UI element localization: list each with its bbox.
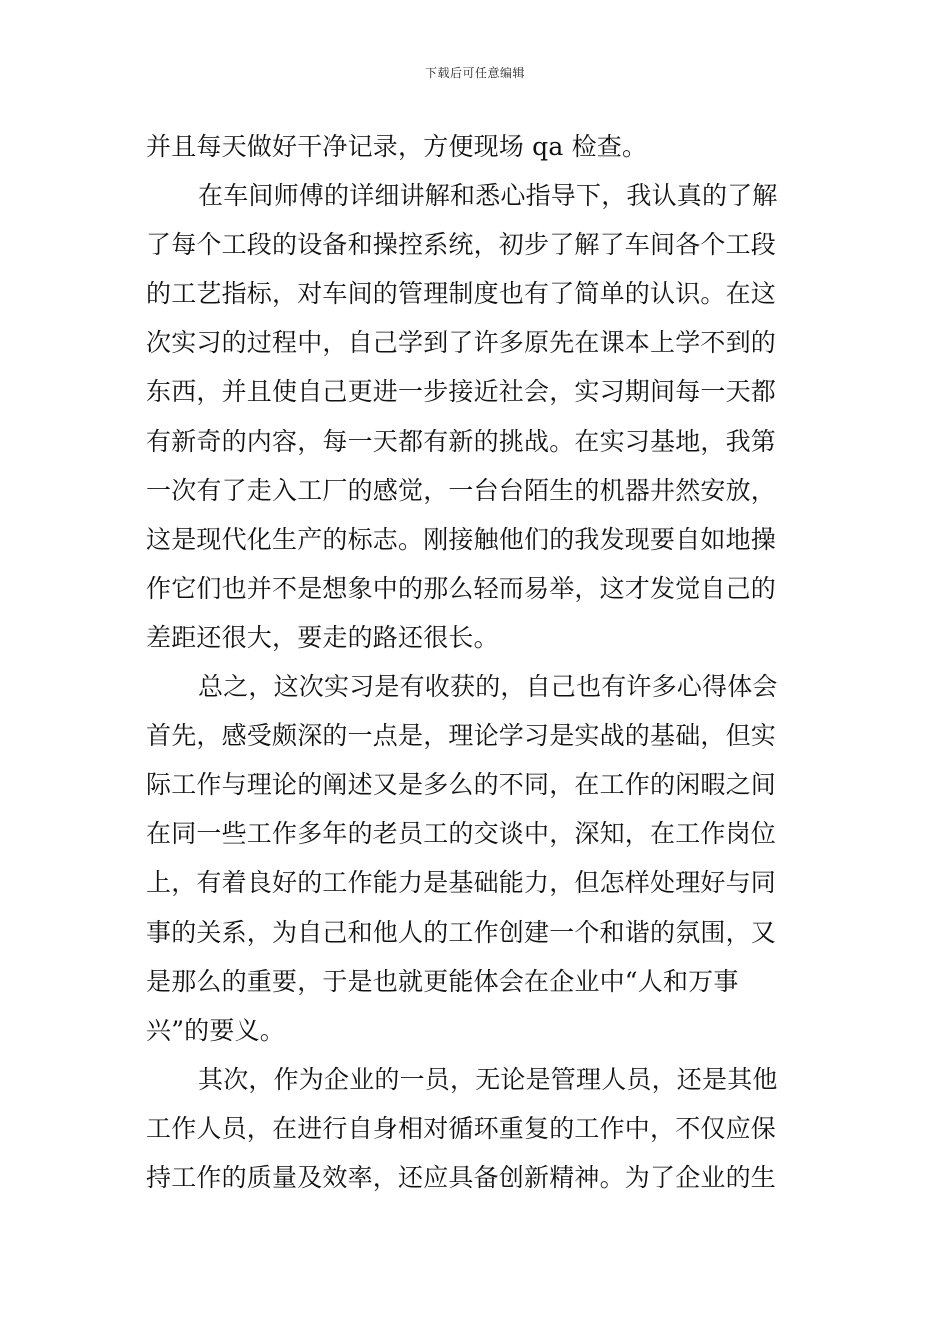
text-line: 有新奇的内容，每一天都有新的挑战。在实习基地，我第 <box>146 426 777 456</box>
text-line: 东西，并且使自己更进一步接近社会，实习期间每一天都 <box>146 377 777 407</box>
text-line: 兴”的要义。 <box>146 1015 285 1045</box>
paragraph-start-line: 在车间师傅的详细讲解和悉心指导下，我认真的了解 <box>198 181 778 211</box>
text-line: 持工作的质量及效率，还应具备创新精神。为了企业的生 <box>146 1162 777 1192</box>
page-header: 下载后可任意编辑 <box>424 66 525 80</box>
text-line: 际工作与理论的阐述又是多么的不同，在工作的闲暇之间 <box>146 770 777 800</box>
paragraph-start-line: 总之，这次实习是有收获的，自己也有许多心得体会 <box>198 672 778 702</box>
text-line: 是那么的重要，于是也就更能体会在企业中“人和万事 <box>146 966 739 996</box>
text-line: 这是现代化生产的标志。刚接触他们的我发现要自如地操 <box>146 524 777 554</box>
text-line: 差距还很大，要走的路还很长。 <box>146 622 499 652</box>
text-line: 在同一些工作多年的老员工的交谈中，深知，在工作岗位 <box>146 819 777 849</box>
text-line: 工作人员，在进行自身相对循环重复的工作中，不仅应保 <box>146 1113 777 1143</box>
text-line: 的工艺指标，对车间的管理制度也有了简单的认识。在这 <box>146 279 777 309</box>
text-line: 作它们也并不是想象中的那么轻而易举，这才发觉自己的 <box>146 573 777 603</box>
text-line: 次实习的过程中，自己学到了许多原先在课本上学不到的 <box>146 328 777 358</box>
text-line: 事的关系，为自己和他人的工作创建一个和谐的氛围，又 <box>146 917 777 947</box>
text-line: 首先，感受颇深的一点是，理论学习是实战的基础，但实 <box>146 721 777 751</box>
paragraph-start-line: 其次，作为企业的一员，无论是管理人员，还是其他 <box>198 1064 778 1094</box>
text-line: 一次有了走入工厂的感觉，一台台陌生的机器井然安放， <box>146 475 777 505</box>
text-line: 了每个工段的设备和操控系统，初步了解了车间各个工段 <box>146 230 777 260</box>
text-line: 并且每天做好干净记录，方便现场 qa 检查。 <box>146 132 648 161</box>
document-body <box>146 122 810 1202</box>
text-line: 上，有着良好的工作能力是基础能力，但怎样处理好与同 <box>146 868 777 898</box>
